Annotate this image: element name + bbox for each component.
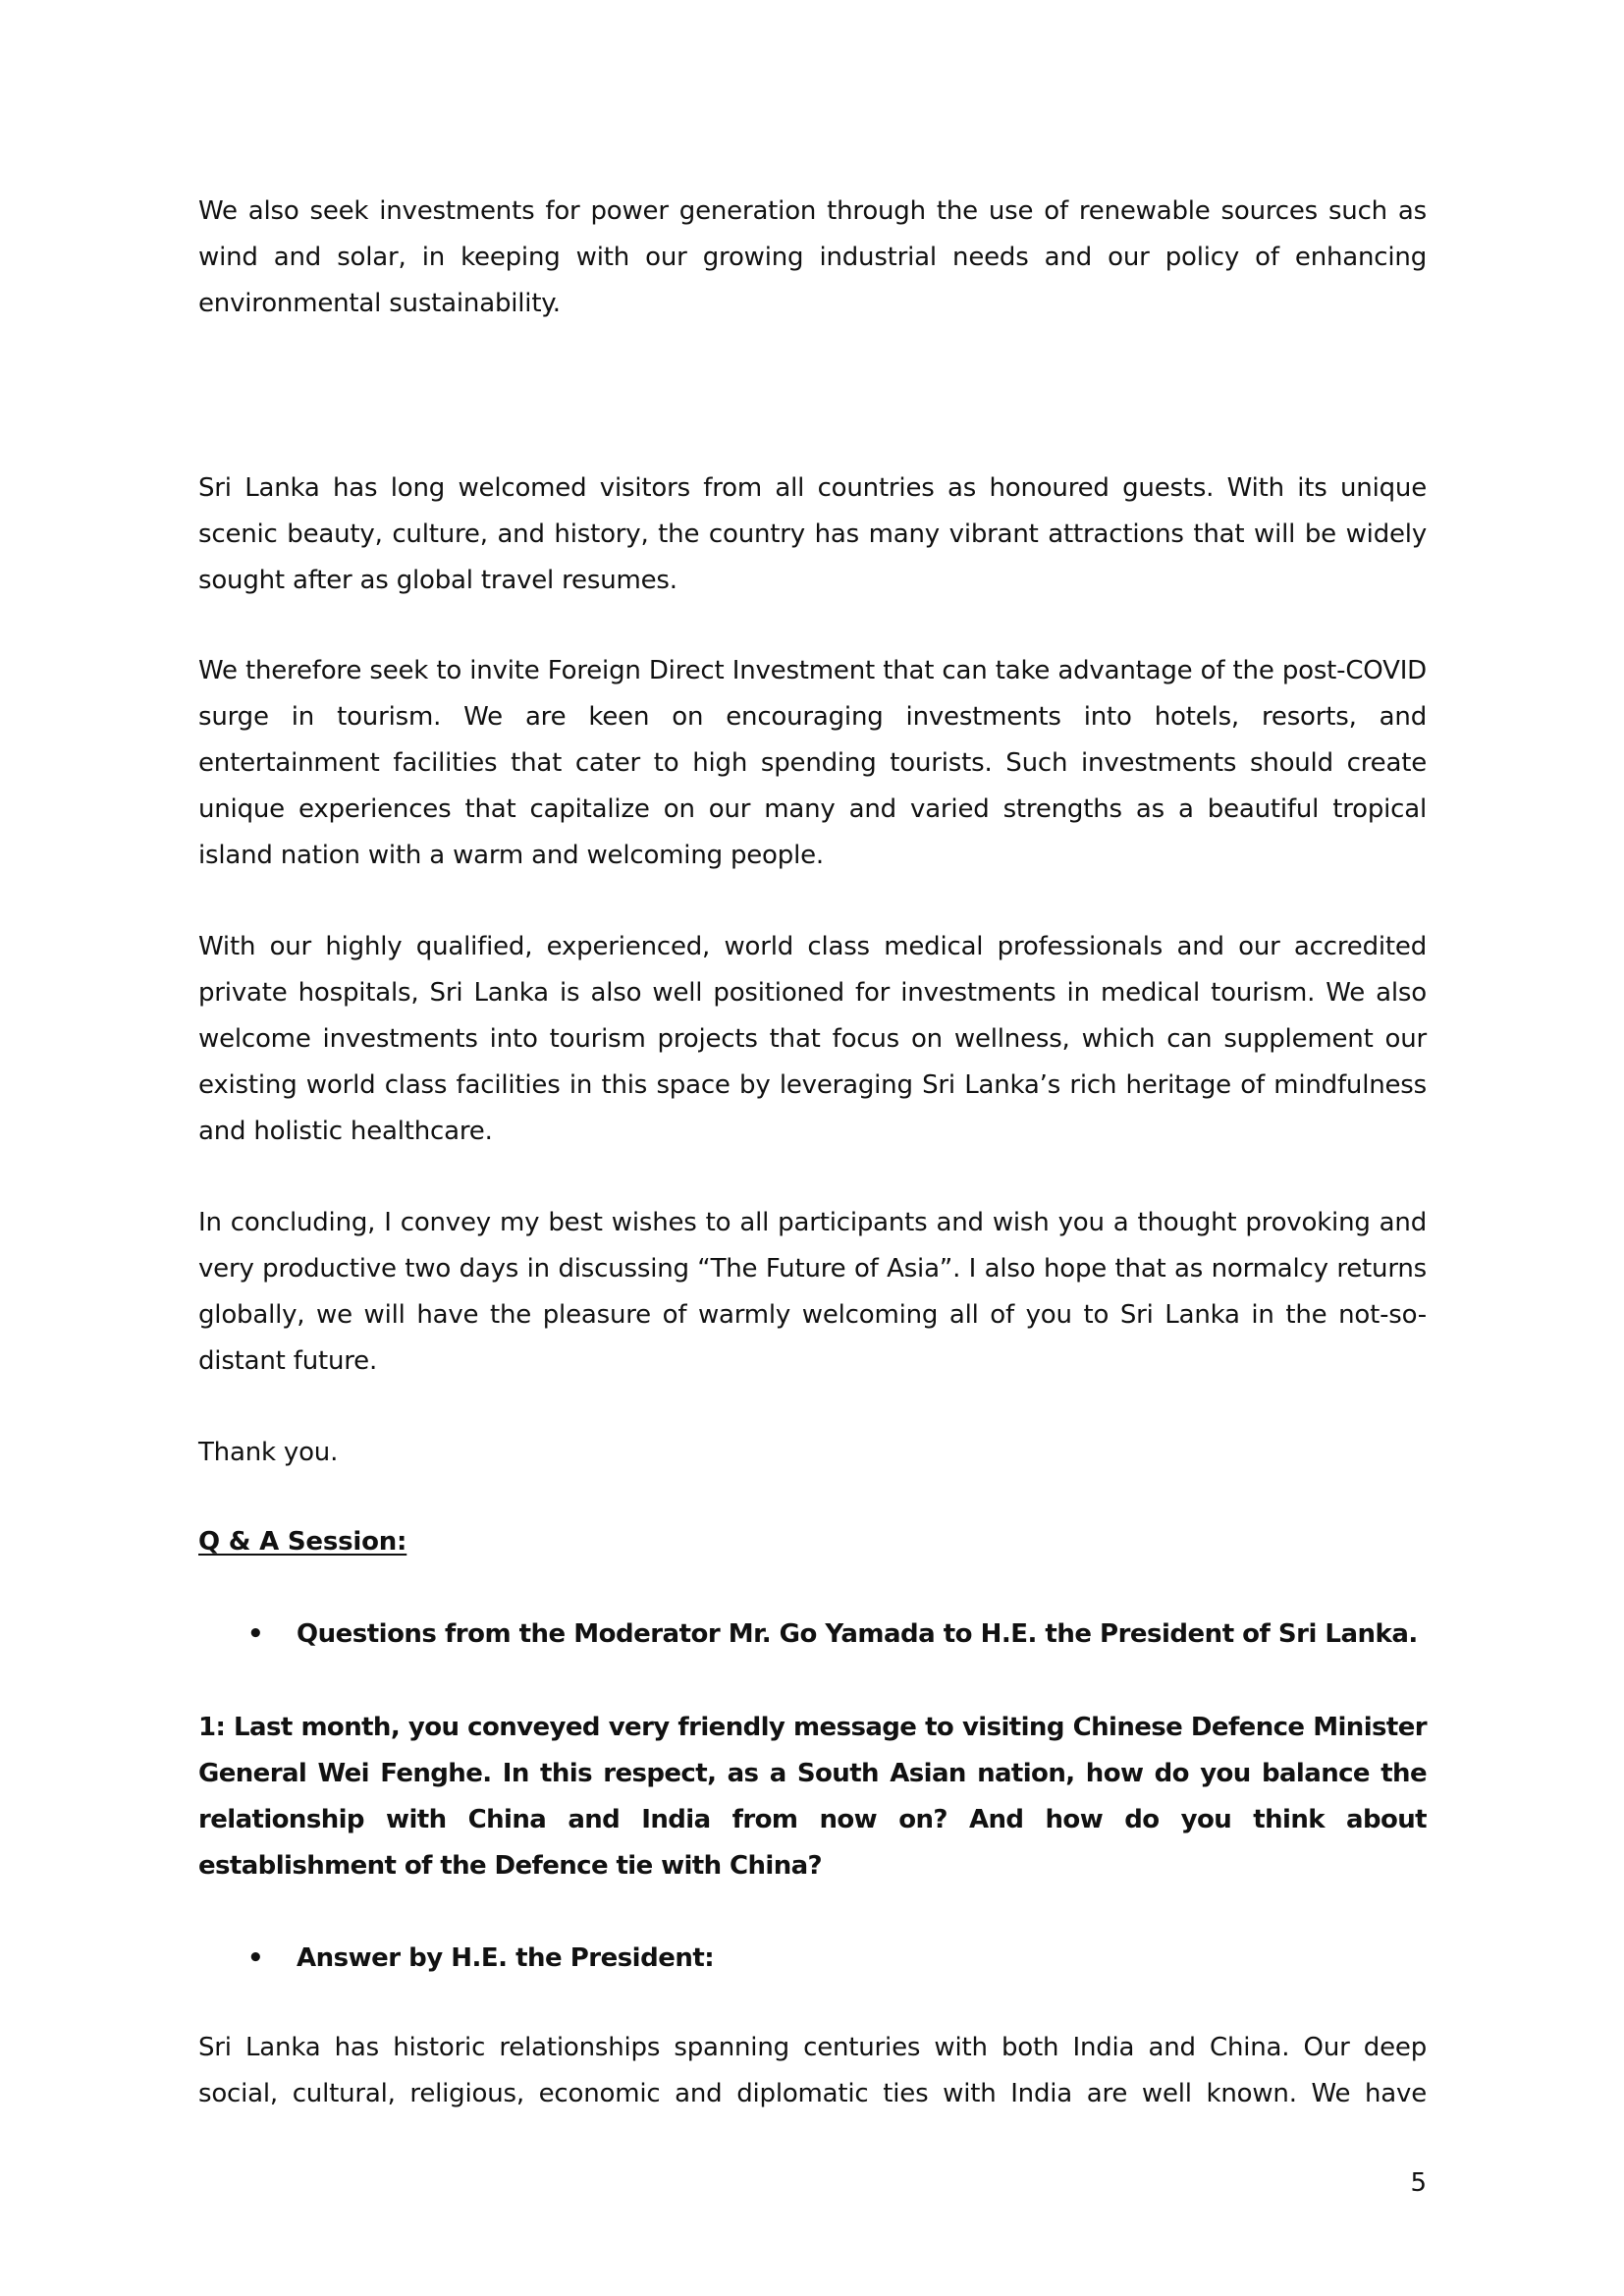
page-number: 5 <box>1410 2168 1427 2198</box>
paragraph-concluding: In concluding, I convey my best wishes to all participants and wish you a thought provoking and very productive two days in discussing “The Future of Asia”. I also hope that as normalcy returns globally, we will have the pleasure of warmly welcoming all of you to Sri Lanka in the not-so-distant future. <box>198 1208 1427 1376</box>
moderator-questions-label: Questions from the Moderator Mr. Go Yamada to H.E. the President of Sri Lanka. <box>297 1619 1418 1649</box>
paragraph-thank-you: Thank you. <box>198 1438 339 1467</box>
answer-paragraph: Sri Lanka has historic relationships spanning centuries with both India and China. Our deep social, cultural, religious, economic and diplomatic ties with India are well known. We have <box>198 2033 1427 2108</box>
bullet-icon: • <box>247 1619 264 1649</box>
answer-label: Answer by H.E. the President: <box>297 1943 715 1973</box>
paragraph-fdi-tourism: We therefore seek to invite Foreign Direct Investment that can take advantage of the post-COVID surge in tourism. We are keen on encouraging investments into hotels, resorts, and entertainment facilities that cater to high spending tourists. Such investments should create unique experiences that capitalize on our many and varied strengths as a beautiful tropical island nation with a warm and welcoming people. <box>198 656 1427 870</box>
paragraph-tourism-welcome: Sri Lanka has long welcomed visitors from all countries as honoured guests. With its unique scenic beauty, culture, and history, the country has many vibrant attractions that will be widely sought after as global travel resumes. <box>198 473 1427 595</box>
qa-session-heading: Q & A Session: <box>198 1527 407 1557</box>
question-1: 1: Last month, you conveyed very friendly message to visiting Chinese Defence Minister General Wei Fenghe. In this respect, as a South Asian nation, how do you balance the relationship with China and India from now on? And how do you think about establishment of the Defence tie with China? <box>198 1713 1427 1881</box>
paragraph-renewable-energy: We also seek investments for power generation through the use of renewable sources such as wind and solar, in keeping with our growing industrial needs and our policy of enhancing environmental sustainability. <box>198 196 1427 318</box>
bullet-icon: • <box>247 1943 264 1973</box>
paragraph-medical-tourism: With our highly qualified, experienced, world class medical professionals and our accredited private hospitals, Sri Lanka is also well positioned for investments in medical tourism. We also welcome investments into tourism projects that focus on wellness, which can supplement our existing world class facilities in this space by leveraging Sri Lanka’s rich heritage of mindfulness and holistic healthcare. <box>198 932 1427 1146</box>
